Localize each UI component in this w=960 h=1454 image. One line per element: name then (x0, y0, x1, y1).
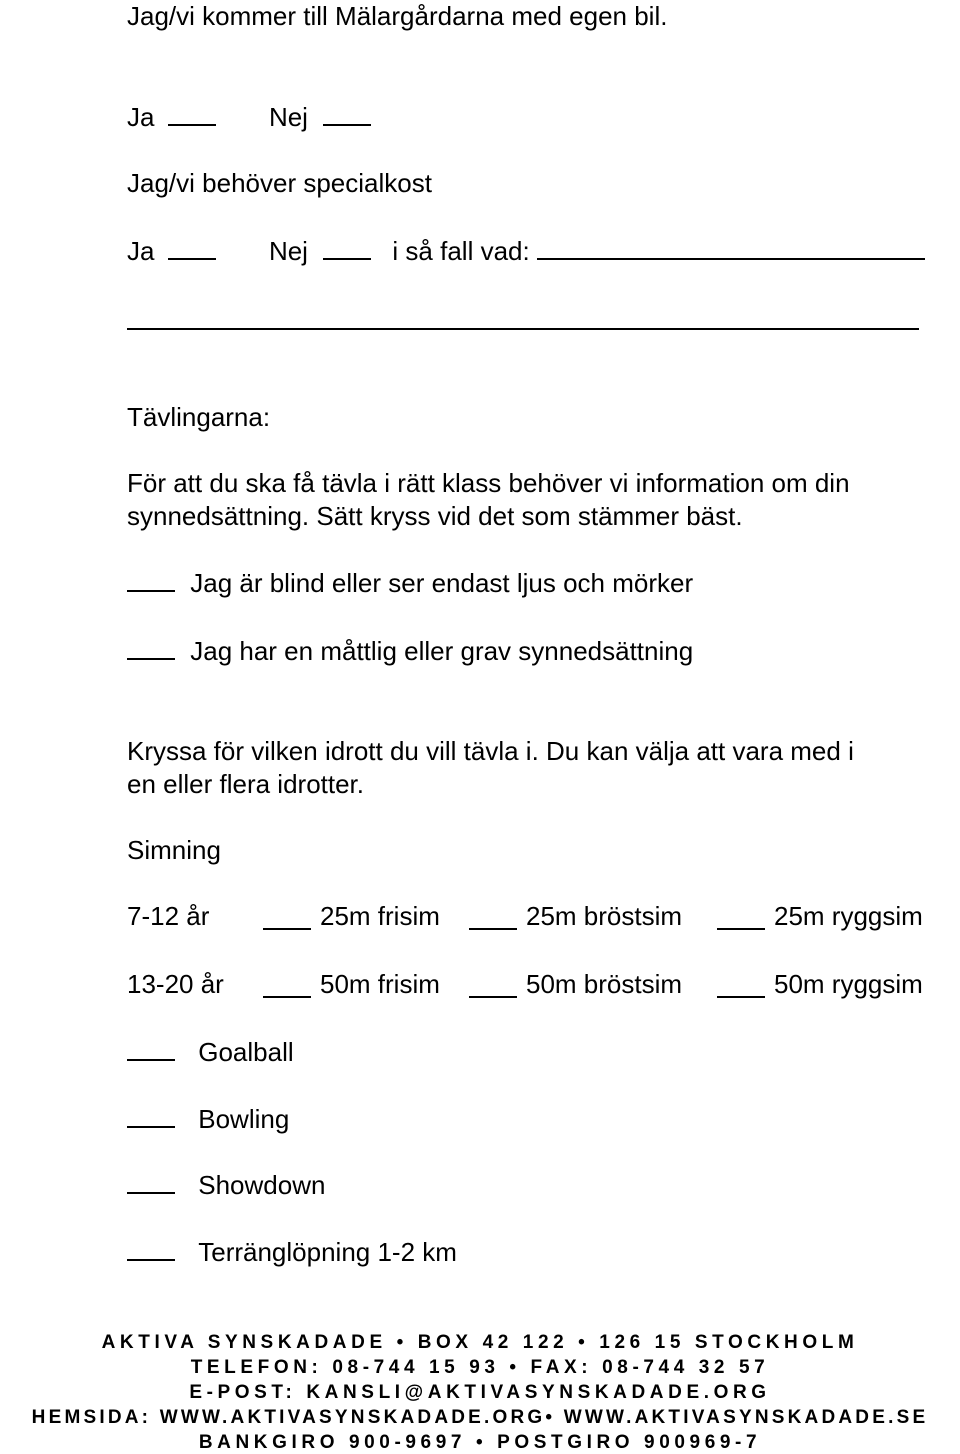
if-so-label: i så fall vad: (392, 236, 530, 266)
sport-label: Terränglöpning 1-2 km (198, 1237, 457, 1267)
diet-details-blank[interactable] (537, 234, 925, 260)
footer-email: E-POST: KANSLI@AKTIVASYNSKADADE.ORG (189, 1382, 771, 1403)
event-blank[interactable] (263, 972, 311, 998)
sport-option-showdown (127, 1168, 325, 1201)
option-moderate-blank[interactable] (127, 634, 175, 660)
no-label: Nej (268, 236, 308, 266)
footer-phone: TELEFON: 08-744 15 93 • FAX: 08-744 32 57 (190, 1357, 770, 1378)
option-moderate-label: Jag har en måttlig eller grav synnedsättning (190, 636, 694, 666)
option-blind-row (127, 566, 693, 599)
swimming-row-junior (0, 900, 960, 932)
intro-line-1: För att du ska få tävla i rätt klass behöver vi information om din (127, 468, 850, 498)
option-blind-blank[interactable] (127, 566, 175, 592)
yes-blank[interactable] (168, 100, 216, 126)
sport-label: Goalball (198, 1037, 294, 1067)
swimming-row-senior (0, 968, 960, 1000)
sport-label: Bowling (198, 1104, 290, 1134)
sports-line-2: en eller flera idrotter. (127, 769, 365, 799)
yes-label: Ja (127, 236, 155, 266)
car-travel-text: Jag/vi kommer till Mälargårdarna med egen bil. (127, 1, 668, 31)
footer-bank: BANKGIRO 900-9697 • POSTGIRO 900969-7 (198, 1432, 762, 1453)
option-moderate-row (127, 634, 693, 667)
intro-line-2: synnedsättning. Sätt kryss vid det som stämmer bäst. (127, 501, 743, 531)
no-label: Nej (268, 102, 308, 132)
footer-website: HEMSIDA: WWW.AKTIVASYNSKADADE.ORG• WWW.AKTIVASYNSKADADE.SE (31, 1407, 929, 1428)
sport-label: Showdown (198, 1170, 326, 1200)
event-label: 25m frisim (320, 901, 440, 931)
competitions-heading: Tävlingarna: (127, 402, 271, 432)
event-label: 50m frisim (320, 969, 440, 999)
event-blank[interactable] (717, 904, 765, 930)
event-blank[interactable] (469, 972, 517, 998)
yes-blank[interactable] (168, 234, 216, 260)
yes-label: Ja (127, 102, 155, 132)
sport-blank[interactable] (127, 1235, 175, 1261)
diet-details-line[interactable] (127, 328, 919, 330)
no-blank[interactable] (323, 100, 371, 126)
event-label: 25m ryggsim (774, 901, 923, 931)
sport-option-cross-country (127, 1235, 457, 1268)
no-blank[interactable] (323, 234, 371, 260)
sports-line-1: Kryssa för vilken idrott du vill tävla i. Du kan välja att vara med i (127, 736, 854, 766)
event-blank[interactable] (263, 904, 311, 930)
event-label: 25m bröstsim (526, 901, 683, 931)
swimming-heading: Simning (127, 835, 221, 865)
age-label: 13-20 år (127, 969, 224, 999)
option-blind-label: Jag är blind eller ser endast ljus och mörker (190, 568, 694, 598)
sport-blank[interactable] (127, 1168, 175, 1194)
sport-option-goalball (127, 1035, 294, 1068)
sport-option-bowling (127, 1102, 289, 1135)
age-label: 7-12 år (127, 901, 210, 931)
event-label: 50m bröstsim (526, 969, 683, 999)
diet-heading: Jag/vi behöver specialkost (127, 168, 432, 198)
diet-answer-row (127, 234, 925, 267)
sport-blank[interactable] (127, 1035, 175, 1061)
footer-address: AKTIVA SYNSKADADE • BOX 42 122 • 126 15 STOCKHOLM (101, 1332, 859, 1353)
sport-blank[interactable] (127, 1102, 175, 1128)
event-label: 50m ryggsim (774, 969, 923, 999)
event-blank[interactable] (469, 904, 517, 930)
event-blank[interactable] (717, 972, 765, 998)
travel-answer-row (127, 100, 371, 133)
